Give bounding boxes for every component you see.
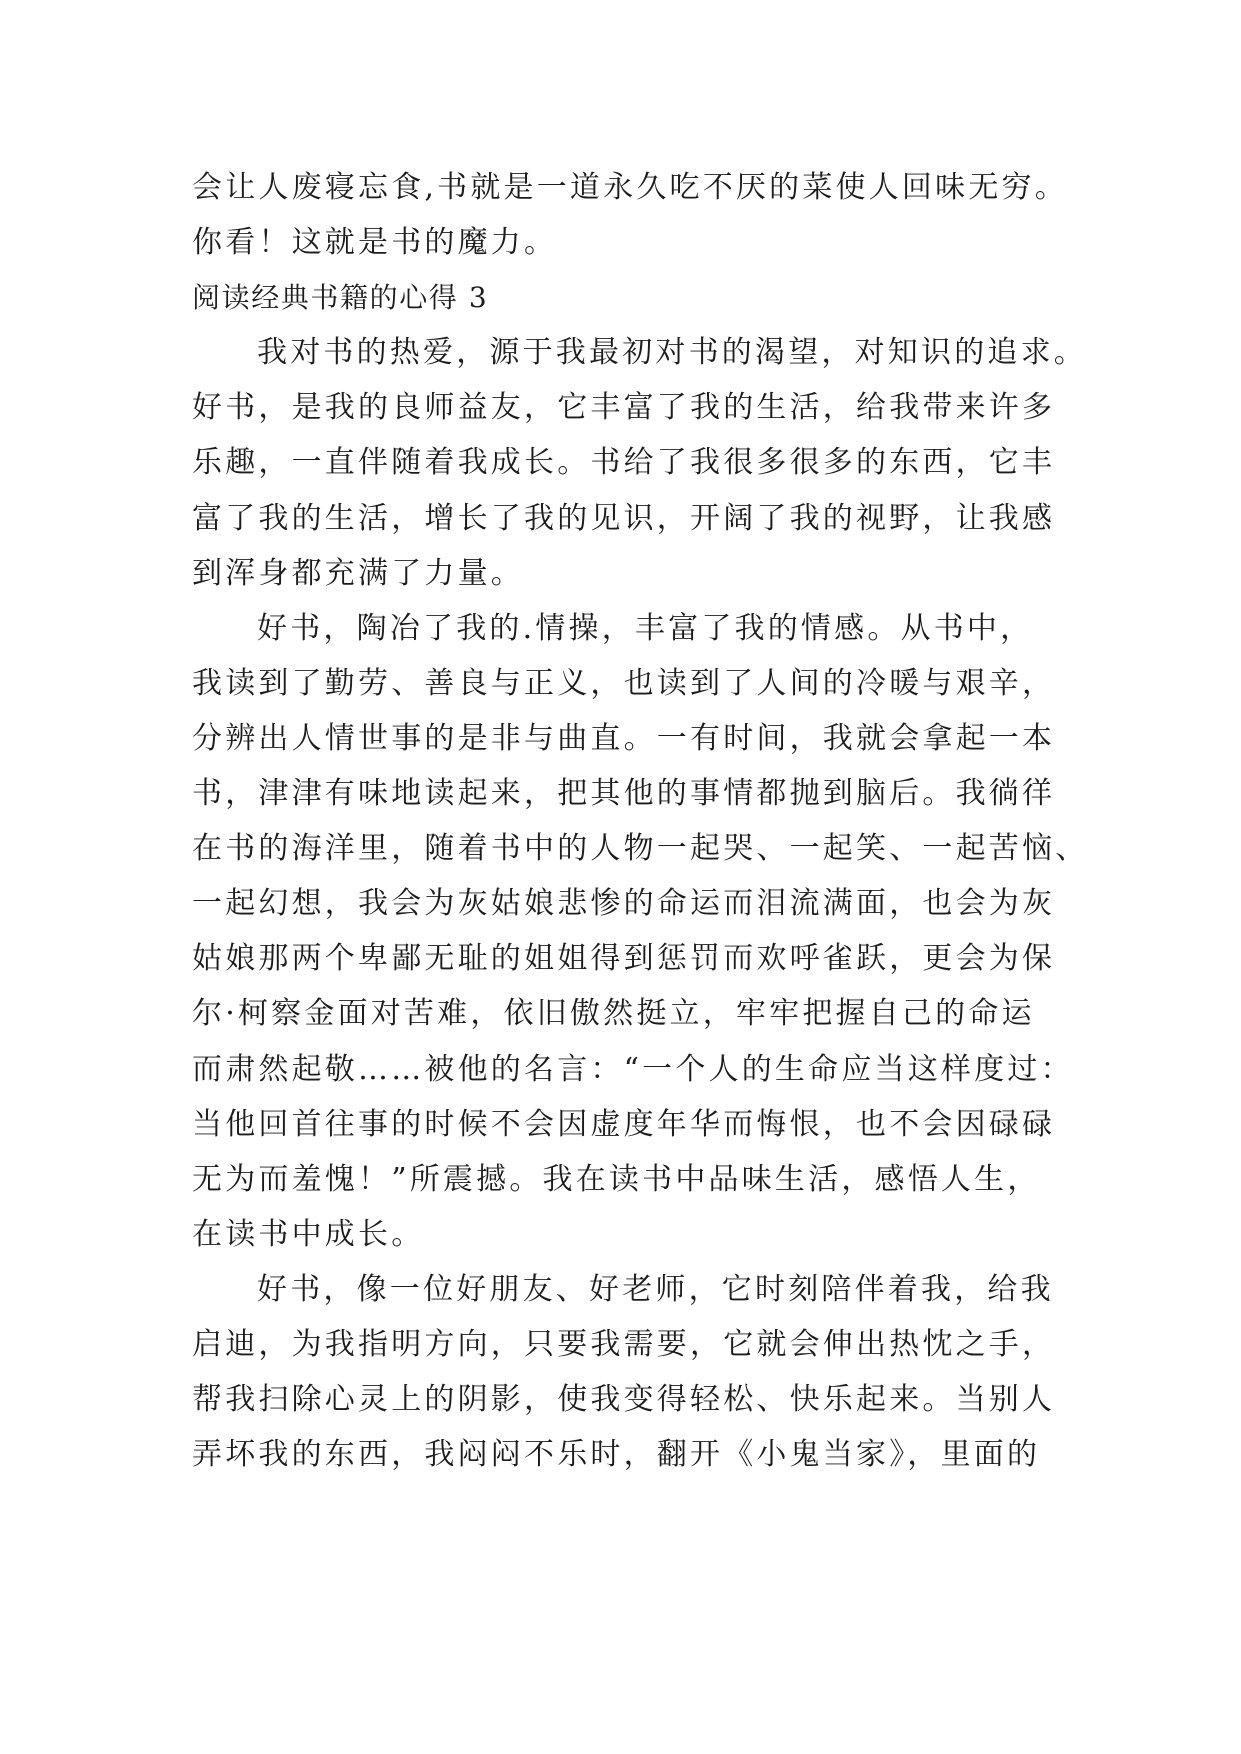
text-line: 弄坏我的东西，我闷闷不乐时，翻开《小鬼当家》，里面的 [192,1437,1041,1473]
text-line: 当他回首往事的时候不会因虚度年华而悔恨，也不会因碌碌 [192,1106,1056,1142]
text-line: 在读书中成长。 [192,1216,425,1252]
text-line: 乐趣，一直伴随着我成长。书给了我很多很多的东西，它丰 [192,445,1056,481]
text-line: 而肃然起敬……被他的名言：“一个人的生命应当这样度过： [192,1051,1074,1087]
text-line: 帮我扫除心灵上的阴影，使我变得轻松、快乐起来。当别人 [192,1382,1056,1418]
text-line: 分辨出人情世事的是非与曲直。一有时间，我就会拿起一本 [192,720,1056,756]
text-line: 无为而羞愧！”所震撼。我在读书中品味生活，感悟人生， [192,1161,1041,1197]
text-line: 富了我的生活，增长了我的见识，开阔了我的视野，让我感 [192,500,1056,536]
text-line: 书，津津有味地读起来，把其他的事情都抛到脑后。我徜徉 [192,776,1056,812]
text-line: 好书，是我的良师益友，它丰富了我的生活，给我带来许多 [192,390,1056,426]
text-line: 一起幻想，我会为灰姑娘悲惨的命运而泪流满面，也会为灰 [192,886,1056,922]
text-line: 我读到了勤劳、善良与正义，也读到了人间的冷暖与艰辛， [192,665,1056,701]
text-line: 我对书的热爱，源于我最初对书的渴望，对知识的追求。 [257,335,1087,371]
section-heading: 阅读经典书籍的心得 3 [192,281,489,315]
text-line: 你看！这就是书的魔力。 [192,225,558,261]
document-body [192,160,1132,1482]
text-line: 姑娘那两个卑鄙无耻的姐姐得到惩罚而欢呼雀跃，更会为保 [192,941,1056,977]
text-line: 尔·柯察金面对苦难，依旧傲然挺立，牢牢把握自己的命运 [192,996,1035,1032]
text-line: 启迪，为我指明方向，只要我需要，它就会伸出热忱之手， [192,1326,1056,1362]
text-line: 会让人废寝忘食,书就是一道永久吃不厌的菜使人回味无穷。 [192,170,1068,205]
text-line: 到浑身都充满了力量。 [192,555,524,591]
text-line: 在书的海洋里，随着书中的人物一起哭、一起笑、一起苦恼、 [192,831,1089,867]
text-line: 好书，陶冶了我的.情操，丰富了我的情感。从书中， [257,610,1034,646]
text-line: 好书，像一位好朋友、好老师，它时刻陪伴着我，给我 [257,1271,1054,1307]
